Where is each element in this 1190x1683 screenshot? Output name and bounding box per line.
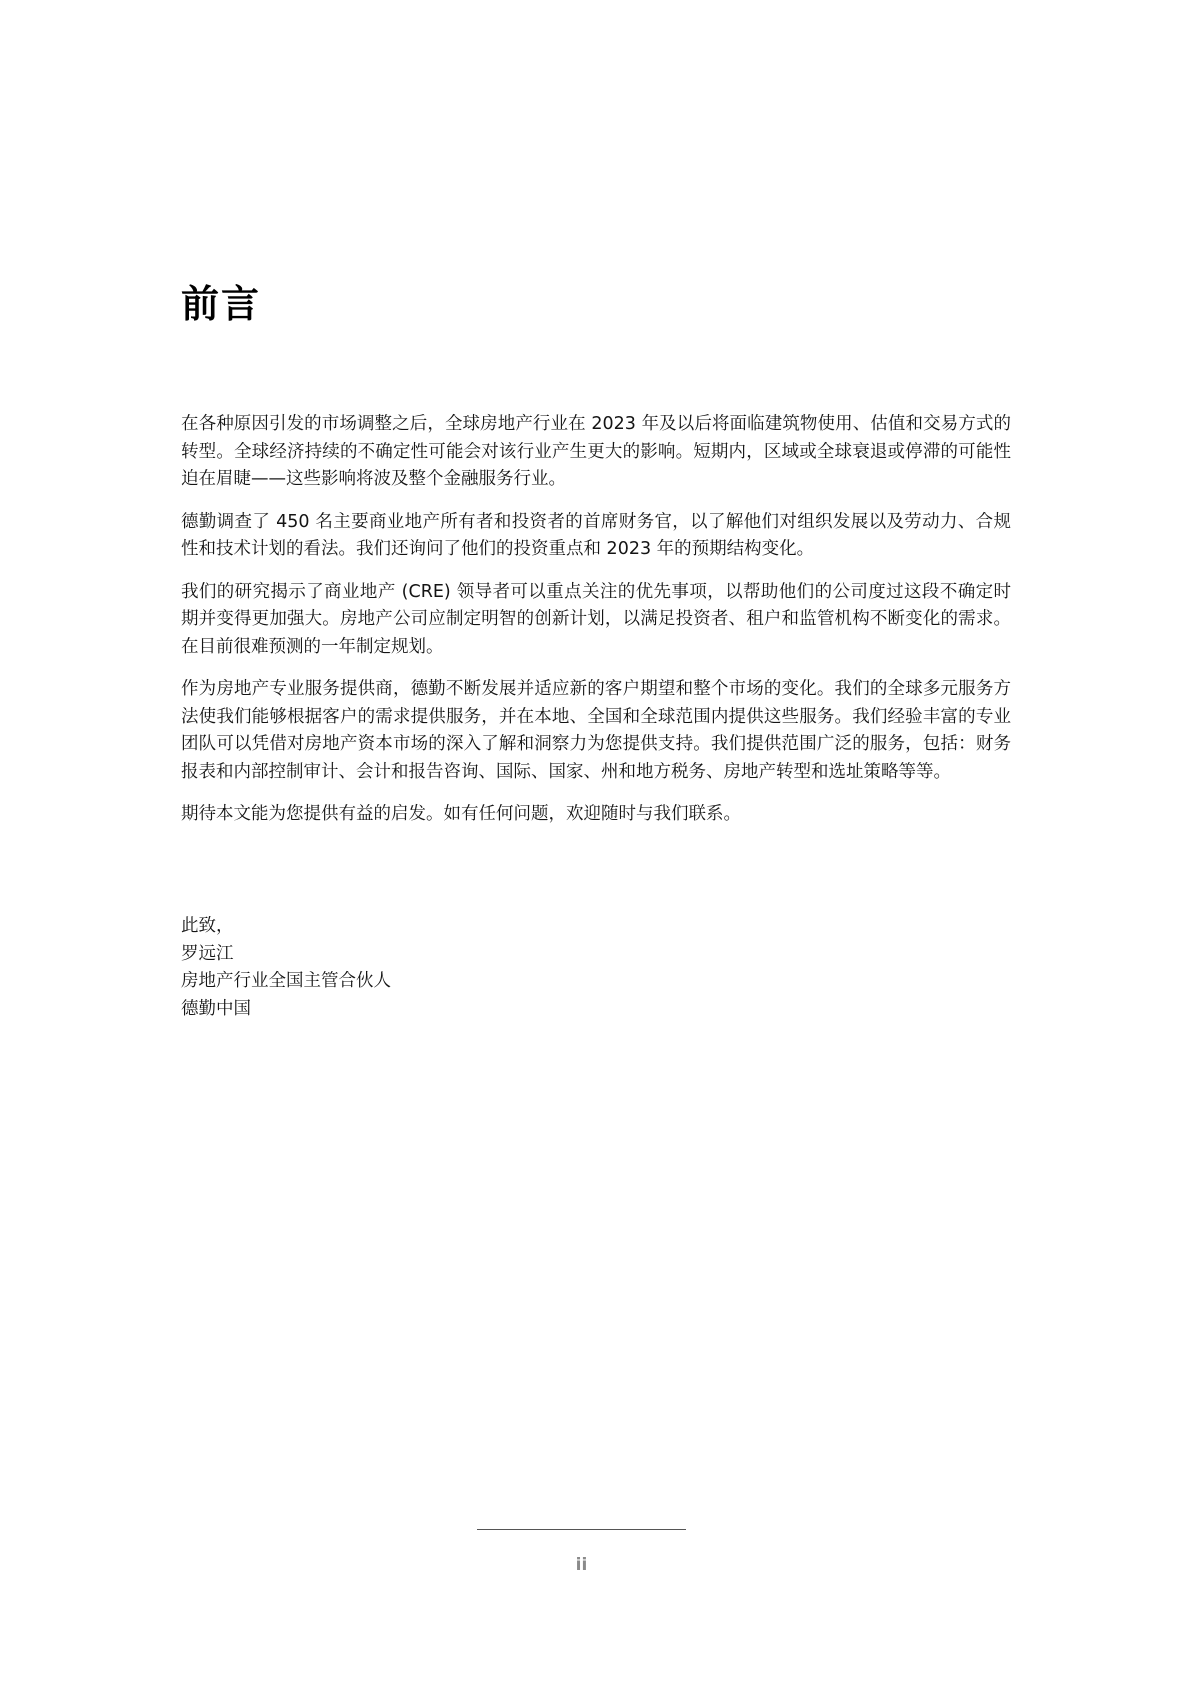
signature-role: 房地产行业全国主管合伙人	[181, 971, 391, 991]
paragraph-4: 作为房地产专业服务提供商，德勤不断发展并适应新的客户期望和整个市场的变化。我们的全球多元服务方法使我们能够根据客户的需求提供服务，并在本地、全国和全球范围内提供这些服务。我们经验丰富的专业团队可以凭借对房地产资本市场的深入了解和洞察力为您提供支持。我们提供范围广泛的服务，包括：财务报表和内部控制审计、会计和报告咨询、国际、国家、州和地方税务、房地产转型和选址策略等等。	[181, 679, 1011, 782]
signature-name: 罗远江	[181, 943, 234, 964]
paragraph-1: 在各种原因引发的市场调整之后，全球房地产行业在 2023 年及以后将面临建筑物使用、估值和交易方式的转型。全球经济持续的不确定性可能会对该行业产生更大的影响。短期内，区域或全球衰退或停滞的可能性迫在眉睫——这些影响将波及整个金融服务行业。	[181, 414, 1011, 489]
paragraph-5: 期待本文能为您提供有益的启发。如有任何问题，欢迎随时与我们联系。	[181, 804, 741, 824]
paragraph-3: 我们的研究揭示了商业地产 (CRE) 领导者可以重点关注的优先事项，以帮助他们的公司度过这段不确定时期并变得更加强大。房地产公司应制定明智的创新计划，以满足投资者、租户和监管机构不断变化的需求。在目前很难预测的一年制定规划。	[181, 581, 1011, 657]
signature-organization: 德勤中国	[181, 998, 251, 1019]
body-text	[181, 411, 1011, 844]
signature-closing: 此致，	[181, 916, 234, 936]
page-number: ii	[575, 1555, 588, 1575]
page-title: 前言	[181, 282, 262, 326]
paragraph-2: 德勤调查了 450 名主要商业地产所有者和投资者的首席财务官，以了解他们对组织发展以及劳动力、合规性和技术计划的看法。我们还询问了他们的投资重点和 2023 年的预期结构变化。	[181, 511, 1011, 559]
signature-block	[181, 913, 781, 1023]
footer-divider	[477, 1529, 686, 1530]
